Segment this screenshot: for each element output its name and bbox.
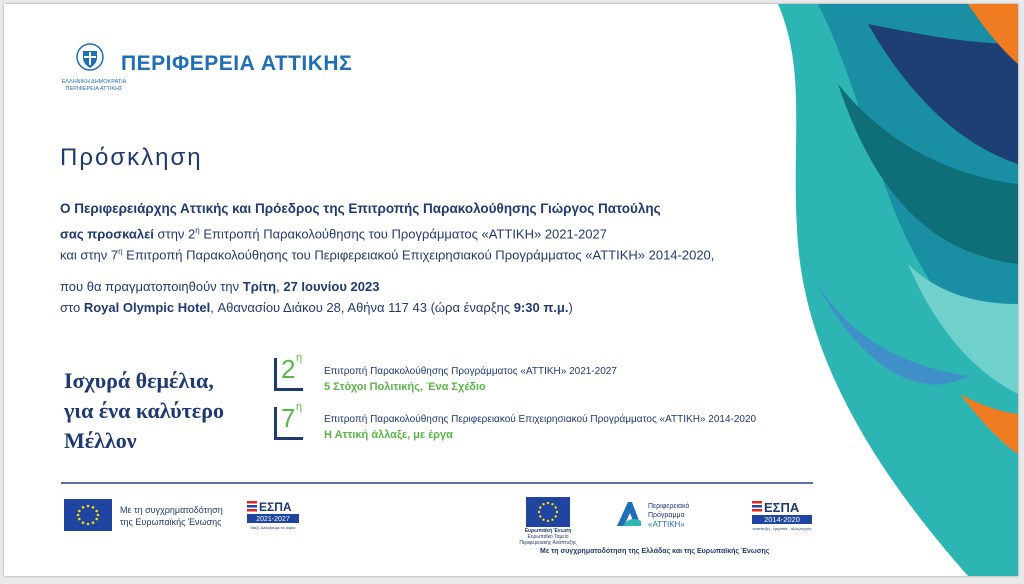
espa2-label: ΕΣΠΑ (764, 500, 800, 515)
eu2-line-3: Περιφερειακής Ανάπτυξης (519, 540, 577, 546)
invite-text-c: και στην 7 (60, 247, 119, 263)
invite-verb: σας προσκαλεί (60, 226, 154, 242)
attiki-line-1: Περιφερειακό (648, 503, 690, 510)
attiki-program-text (648, 502, 689, 520)
slogan-line-3: Μέλλον (64, 428, 137, 453)
venue-address: , Αθανασίου Διάκου 28, Αθήνα 117 43 (ώρα έναρξης (210, 300, 514, 315)
attiki-line-2: Πρόγραμμα (648, 512, 685, 519)
greece-eu-cofund-text: Με τη συγχρηματοδότηση της Ελλάδας και της Ευρωπαϊκής Ένωσης (540, 548, 770, 555)
committee-subtitle: 5 Στόχοι Πολιτικής, Ένα Σχέδιο (324, 381, 486, 393)
region-sub-line2: ΠΕΡΙΦΕΡΕΙΑ ΑΤΤΙΚΗΣ (65, 86, 123, 92)
committee-badge-7 (274, 401, 303, 440)
decorative-swirl (738, 4, 1018, 576)
invitation-line-2 (60, 226, 607, 241)
region-sub-line1: ΕΛΛΗΝΙΚΗ ΔΗΜΟΚΡΑΤΙΑ (61, 79, 127, 85)
ordinal-sup: η (118, 247, 123, 256)
venue-close: ) (568, 300, 573, 315)
venue-prefix: στο (60, 300, 84, 315)
footer-divider (61, 482, 813, 484)
invitation-line-1 (60, 201, 661, 216)
ordinal-sup: η (195, 226, 200, 235)
event-day: Τρίτη (242, 279, 277, 294)
date-sep: , (276, 279, 284, 294)
committee-number: 7 (281, 403, 296, 433)
invitation-line-date (60, 279, 379, 294)
event-time: 9:30 π.μ. (513, 300, 569, 315)
slogan-line-2: για ένα καλύτερο (64, 398, 224, 423)
date-prefix: που θα πραγματοποιηθούν την (60, 279, 243, 294)
committee-title: Επιτροπή Παρακολούθησης Προγράμματος «ΑΤΤΙΚΗ» 2021-2027 (324, 366, 617, 377)
slogan-line-1: Ισχυρά θεμέλια, (64, 368, 214, 393)
espa2-tag: ανάπτυξη - εργασία - αλληλεγγύη (752, 526, 812, 531)
page-title: Πρόσκληση (60, 144, 203, 171)
attiki-program-logo-icon (614, 499, 644, 529)
committee-subtitle: Η Αττική άλλαξε, με έργα (324, 429, 453, 441)
espa1-label: ΕΣΠΑ (259, 500, 292, 514)
committee-title: Επιτροπή Παρακολούθησης Περιφερειακού Επιχειρησιακού Προγράμματος «ΑΤΤΙΚΗ» 2014-2020 (324, 414, 757, 425)
eu2-line-2: Ευρωπαϊκό Ταμείο (527, 534, 569, 540)
invitation-host: Ο Περιφερειάρχης Αττικής και Πρόεδρος της Επιτροπής Παρακολούθησης Γιώργος Πατούλης (60, 201, 661, 216)
eu-cofund-text (120, 504, 223, 528)
region-name: ΠΕΡΙΦΕΡΕΙΑ ΑΤΤΙΚΗΣ (121, 52, 353, 75)
venue-name: Royal Olympic Hotel (83, 300, 211, 315)
invite-text-d: Επιτροπή Παρακολούθησης του Περιφερειακού Επιχειρησιακού Προγράμματος «ΑΤΤΙΚΗ» 2014-2020, (122, 247, 715, 263)
eu2-line-1: Ευρωπαϊκή Ένωση (524, 528, 572, 534)
attiki-program-name: «ΑΤΤΙΚΗ» (648, 520, 685, 529)
eu-text-line-2: της Ευρωπαϊκής Ένωσης (120, 517, 222, 527)
greek-emblem-icon (75, 42, 105, 74)
invite-text-b: Επιτροπή Παρακολούθησης του Προγράμματος «ΑΤΤΙΚΗ» 2021-2027 (199, 226, 607, 242)
eu-fund-label (518, 528, 578, 546)
committee-badge-2 (274, 352, 303, 391)
invitation-line-3 (60, 247, 714, 262)
invitation-card (4, 4, 1018, 576)
committee-ordinal: η (296, 352, 303, 364)
invite-text-a: στην 2 (153, 226, 196, 242)
eu-text-line-1: Με τη συγχρηματοδότηση (120, 505, 223, 515)
espa1-years: 2021-2027 (256, 516, 290, 523)
invitation-line-venue (60, 300, 573, 315)
espa-2014-logo (752, 498, 812, 532)
slogan (64, 366, 224, 456)
espa-2021-logo (247, 499, 299, 531)
eu-flag-icon (526, 497, 570, 527)
committee-ordinal: η (296, 401, 303, 413)
eu-flag-icon (64, 499, 112, 531)
event-date: 27 Ιουνίου 2023 (283, 279, 380, 294)
espa1-tag: Μαζί. Αλλάζουμε το αύριο (250, 525, 296, 530)
committee-number: 2 (281, 354, 296, 384)
espa2-years: 2014-2020 (764, 515, 800, 524)
